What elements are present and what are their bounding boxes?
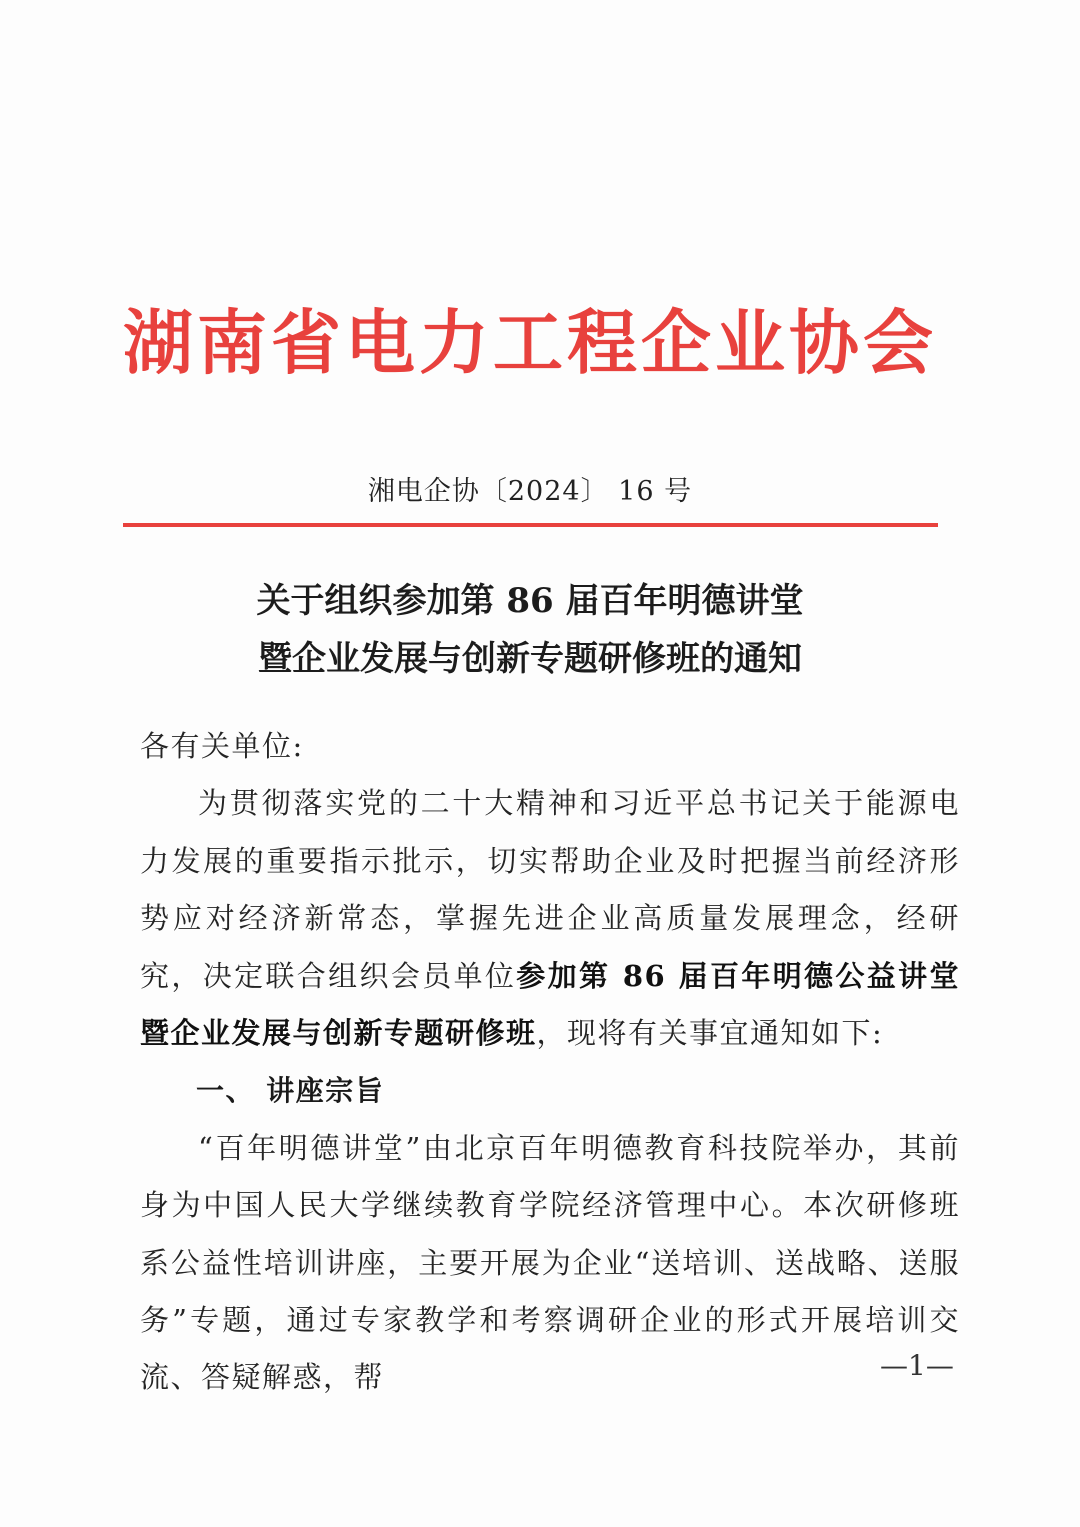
notice-body xyxy=(140,718,960,1407)
page-number: —1— xyxy=(880,1349,954,1382)
paragraph-purpose: “百年明德讲堂”由北京百年明德教育科技院举办，其前身为中国人民大学继续教育学院经济管理中心。本次研修班系公益性培训讲座，主要开展为企业“送培训、送战略、送服务”专题，通过专家教学和考察调研企业的形式开展培训交流、答疑解惑，帮 xyxy=(140,1130,960,1395)
organization-title: 湖南省电力工程企业协会 xyxy=(123,301,937,384)
notice-title-line-2: 暨企业发展与创新专题研修班的通知 xyxy=(258,639,802,679)
red-divider-line xyxy=(123,523,938,527)
document-number: 湘电企协〔2024〕 16 号 xyxy=(367,476,693,507)
paragraph-intro-text: 为贯彻落实党的二十大精神和习近平总书记关于能源电力发展的重要指示批示，切实帮助企业及时把握当前经济形势应对经济新常态，掌握先进企业高质量发展理念，经研究，决定联合组织会员单位 xyxy=(140,786,960,993)
notice-title xyxy=(120,572,940,688)
notice-title-line-1: 关于组织参加第 86 届百年明德讲堂 xyxy=(256,581,804,621)
paragraph-intro-tail: ，现将有关事宜通知如下: xyxy=(536,1016,884,1051)
section-heading-1: 一、 讲座宗旨 xyxy=(196,1074,385,1108)
salutation: 各有关单位: xyxy=(140,729,304,763)
paragraph-intro xyxy=(140,775,960,1062)
paragraph-intro-emphasis: 参加第 86 届百年明德公益讲堂暨企业发展与创新专题研修班 xyxy=(140,958,960,1051)
